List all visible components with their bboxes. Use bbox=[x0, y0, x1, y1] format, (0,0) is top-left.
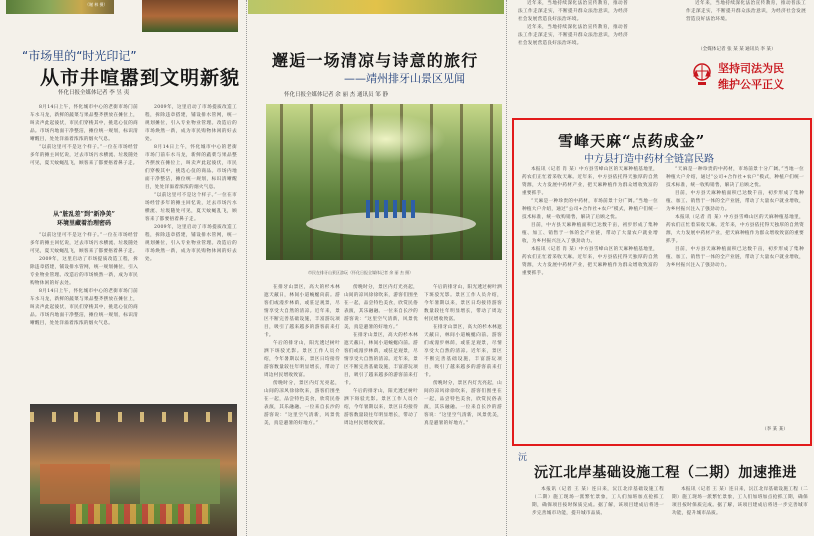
paragraph: 2009年，这里启动了市场提质改造工程，拆除违章搭建，铺设排水管网，统一规划摊位，引入专业物业管理。改造后的市场焕然一新，成为市民购物休闲的好去处。 bbox=[30, 257, 138, 286]
market-lights bbox=[30, 412, 237, 422]
article-body bbox=[264, 284, 340, 536]
paragraph: 近年来，当地持续深化法治宣传教育，推动普法工作走深走实，不断提升群众法治意识，为经济社会发展营造良好法治环境。 bbox=[686, 1, 806, 22]
highlighted-article[interactable] bbox=[512, 118, 812, 446]
page-title: 从市井喧嚣到文明新貌 bbox=[40, 67, 240, 89]
legal-banner bbox=[692, 56, 796, 100]
feature-subtitle: 中方县打造中药材全链富民路 bbox=[584, 154, 714, 165]
paragraph: 午后的排牙山，阳光透过树叶洒下斑驳光影。景区工作人员介绍，今年暑期以来，景区日均接待游客数量较往年明显增长，带动了周边村民增收致富。 bbox=[344, 389, 418, 426]
right-column bbox=[508, 0, 814, 536]
paragraph: 傍晚时分，景区内灯光亮起，山间的凉风徐徐吹来，游客们围坐在一起，品尝特色美食，欣赏民俗表演，其乐融融。一位来自长沙的游客说：“这里空气清新，风景优美，真是避暑的好地方。” bbox=[344, 285, 418, 330]
paragraph: 目前，中方县天麻种植面积已达数千亩，初步形成了集种植、加工、销售于一体的全产业链，带动了大量农户就业增收，为乡村振兴注入了强劲动力。 bbox=[522, 223, 658, 244]
top-left-photo-caption: （谢 林 摄） bbox=[85, 2, 108, 7]
subheading bbox=[28, 210, 140, 228]
top-mid-strip bbox=[248, 0, 504, 14]
paragraph: 傍晚时分，景区内灯光亮起，山间的凉风徐徐吹来，游客们围坐在一起，品尝特色美食，欣赏民俗表演，其乐融融。一位来自长沙的游客说：“这里空气清新，风景优美，真是避暑的好地方。” bbox=[424, 381, 502, 426]
market-stall bbox=[40, 464, 110, 504]
subheading-line: 环境里藏着治理密码 bbox=[56, 220, 111, 227]
paragraph: 在排牙山景区，高大的杉木林遮天蔽日，林间小道蜿蜒向前。游客们或漫步林荫，或驻足观景，尽情享受大自然的清凉。近年来，景区不断完善基础设施，丰富游玩项目，吸引了越来越多的游客前来打卡。 bbox=[424, 325, 502, 378]
article-body bbox=[30, 232, 138, 392]
article-body bbox=[522, 166, 658, 436]
paragraph: 午后的排牙山，阳光透过树叶洒下斑驳光影。景区工作人员介绍，今年暑期以来，景区日均接待游客数量较往年明显增长，带动了周边村民增收致富。 bbox=[424, 285, 502, 322]
paragraph: 目前，中方县天麻种植面积已达数千亩，初步形成了集种植、加工、销售于一体的全产业链，带动了大量农户就业增收，为乡村振兴注入了强劲动力。 bbox=[666, 191, 804, 212]
market-produce bbox=[70, 504, 210, 524]
justice-emblem-icon bbox=[692, 62, 712, 88]
paragraph: “以前这里可不是这个样子。”一位在市场经营多年的摊主回忆说，过去市场污水横流、垃圾随处可见，夏天蚊蝇乱飞，顾客来了都要捂着鼻子走。 bbox=[145, 193, 237, 222]
article-body bbox=[30, 104, 138, 208]
article-body bbox=[532, 486, 664, 536]
paragraph: 傍晚时分，景区内灯光亮起，山间的凉风徐徐吹来，游客们围坐在一起，品尝特色美食，欣赏民俗表演，其乐融融。一位来自长沙的游客说：“这里空气清新，风景优美，真是避暑的好地方。” bbox=[264, 381, 340, 426]
paragraph: 在排牙山景区，高大的杉木林遮天蔽日，林间小道蜿蜒向前。游客们或漫步林荫，或驻足观景，尽情享受大自然的清凉。近年来，景区不断完善基础设施，丰富游玩项目，吸引了越来越多的游客前来打卡。 bbox=[264, 285, 340, 338]
article-body bbox=[344, 284, 418, 536]
subheading-line: 从“脏乱差”到“新净美” bbox=[53, 211, 115, 218]
byline: 怀化日报全媒体记者 李 昱 夷 bbox=[58, 90, 130, 96]
visitor-group bbox=[366, 200, 416, 218]
paragraph: 午后的排牙山，阳光透过树叶洒下斑驳光影。景区工作人员介绍，今年暑期以来，景区日均接待游客数量较往年明显增长，带动了周边村民增收致富。 bbox=[264, 341, 340, 378]
subtitle: ——靖州排牙山景区见闻 bbox=[344, 72, 465, 85]
paragraph: 近年来，当地持续深化法治宣传教育，推动普法工作走深走实，不断提升群众法治意识，为经济社会发展营造良好法治环境。 bbox=[518, 1, 628, 22]
page-title: 邂逅一场清凉与诗意的旅行 bbox=[272, 51, 479, 70]
paragraph: 本报讯（记者 肖 某）中方县雪峰山区的天麻种植基地里，药农们正忙着采收天麻。近年来，中方县依托得天独厚的自然资源，大力发展中药材产业，把天麻种植作为群众增收致富的重要抓手。 bbox=[522, 247, 658, 276]
paragraph: 8月14日上午，怀化城市中心的老街市场门前车水马龙，新鲜的蔬菜与果品整齐摆放在摊位上，叫卖声此起彼伏，市民们穿梭其中，挑选心仪的商品。市场内地面干净整洁，摊位统一规划，标识清晰醒目，处处洋溢着浓浓的烟火气息。 bbox=[30, 105, 138, 142]
top-mid-photo bbox=[142, 0, 238, 32]
feature-headline: 雪峰天麻“点药成金” bbox=[558, 132, 706, 150]
article-body bbox=[145, 104, 237, 394]
eyebrow: “市场里的“时光印记” bbox=[22, 49, 137, 63]
article-body bbox=[672, 486, 808, 536]
paragraph: 近年来，当地持续深化法治宣传教育，推动普法工作走深走实，不断提升群众法治意识，为经济社会发展营造良好法治环境。 bbox=[518, 25, 628, 46]
market-photo bbox=[30, 404, 237, 536]
left-column bbox=[0, 0, 240, 536]
paragraph: 目前，中方县天麻种植面积已达数千亩，初步形成了集种植、加工、销售于一体的全产业链，带动了大量农户就业增收，为乡村振兴注入了强劲动力。 bbox=[666, 247, 804, 268]
market-stall bbox=[140, 459, 220, 504]
paragraph: 2009年，这里启动了市场提质改造工程，拆除违章搭建，铺设排水管网，统一规划摊位，引入专业物业管理。改造后的市场焕然一新，成为市民购物休闲的好去处。 bbox=[145, 225, 237, 262]
paragraph: 8月14日上午，怀化城市中心的老街市场门前车水马龙，新鲜的蔬菜与果品整齐摆放在摊位上，叫卖声此起彼伏，市民们穿梭其中，挑选心仪的商品。市场内地面干净整洁，摊位统一规划，标识清晰醒目，处处洋溢着浓浓的烟火气息。 bbox=[145, 145, 237, 190]
paragraph: 2009年，这里启动了市场提质改造工程，拆除违章搭建，铺设排水管网，统一规划摊位，引入专业物业管理。改造后的市场焕然一新，成为市民购物休闲的好去处。 bbox=[145, 105, 237, 142]
paragraph: 8月14日上午，怀化城市中心的老街市场门前车水马龙，新鲜的蔬菜与果品整齐摆放在摊位上，叫卖声此起彼伏，市民们穿梭其中，挑选心仪的商品。市场内地面干净整洁，摊位统一规划，标识清晰醒目，处处洋溢着浓浓的烟火气息。 bbox=[30, 289, 138, 326]
paragraph: 本报讯（记者 肖 某）中方县雪峰山区的天麻种植基地里，药农们正忙着采收天麻。近年来，中方县依托得天独厚的自然资源，大力发展中药材产业，把天麻种植作为群众增收致富的重要抓手。 bbox=[522, 167, 658, 196]
forest-photo bbox=[266, 104, 502, 260]
top-credit: （全媒体记者 张 某 某 通讯员 李 某） bbox=[698, 47, 776, 52]
top-article bbox=[686, 0, 806, 44]
paragraph: 本报讯（记者 肖 某）中方县雪峰山区的天麻种植基地里，药农们正忙着采收天麻。近年来，中方县依托得天独厚的自然资源，大力发展中药材产业，把天麻种植作为群众增收致富的重要抓手。 bbox=[666, 215, 804, 244]
canopy-light bbox=[326, 114, 446, 164]
photo-caption: 市民在排牙山景区游玩（怀化日报全媒体记者 余 丽 杰 摄） bbox=[308, 270, 414, 275]
paragraph: “以前这里可不是这个样子。”一位在市场经营多年的摊主回忆说，过去市场污水横流、垃圾随处可见，夏天蚊蝇乱飞，顾客来了都要捂着鼻子走。 bbox=[30, 145, 138, 166]
bottom-eyebrow: 沅 bbox=[518, 453, 528, 463]
paragraph: 本报讯（记者 王 某）连日来，沅江北岸基础设施工程（二期）施工现场一派繁忙景象，工人们加班加点抢抓工期，确保项目按时保质完成。据了解，该项目建成后将进一步完善城市功能，提升城市品质。 bbox=[672, 487, 808, 516]
article-body bbox=[666, 166, 804, 424]
column-divider bbox=[246, 0, 247, 536]
bottom-headline: 沅江北岸基础设施工程（二期）加速推进 bbox=[534, 465, 797, 481]
paragraph: “天麻是一种珍贵的中药材，市场前景十分广阔。”当地一位种植大户介绍，通过“公司+合作社+农户”模式，种植户们统一技术标准，统一收购销售，解决了后顾之忧。 bbox=[522, 199, 658, 220]
middle-column bbox=[248, 0, 504, 536]
banner-line: 坚持司法为民 bbox=[718, 62, 784, 75]
paragraph: “天麻是一种珍贵的中药材，市场前景十分广阔。”当地一位种植大户介绍，通过“公司+合作社+农户”模式，种植户们统一技术标准，统一收购销售，解决了后顾之忧。 bbox=[666, 167, 804, 188]
paragraph: 在排牙山景区，高大的杉木林遮天蔽日，林间小道蜿蜒向前。游客们或漫步林荫，或驻足观景，尽情享受大自然的清凉。近年来，景区不断完善基础设施，丰富游玩项目，吸引了越来越多的游客前来打卡。 bbox=[344, 333, 418, 386]
top-article bbox=[518, 0, 628, 108]
paragraph: “以前这里可不是这个样子。”一位在市场经营多年的摊主回忆说，过去市场污水横流、垃圾随处可见，夏天蚊蝇乱飞，顾客来了都要捂着鼻子走。 bbox=[30, 233, 138, 254]
article-body bbox=[424, 284, 502, 536]
column-divider bbox=[506, 0, 507, 536]
byline: 怀化日报全媒体记者 余 丽 杰 通讯员 邹 静 bbox=[284, 92, 388, 98]
paragraph: 本报讯（记者 王 某）连日来，沅江北岸基础设施工程（二期）施工现场一派繁忙景象，工人们加班加点抢抓工期，确保项目按时保质完成。据了解，该项目建成后将进一步完善城市功能，提升城市品质。 bbox=[532, 487, 664, 516]
feature-credit: （李 某 某） bbox=[762, 427, 788, 432]
banner-line: 维护公平正义 bbox=[718, 78, 784, 91]
